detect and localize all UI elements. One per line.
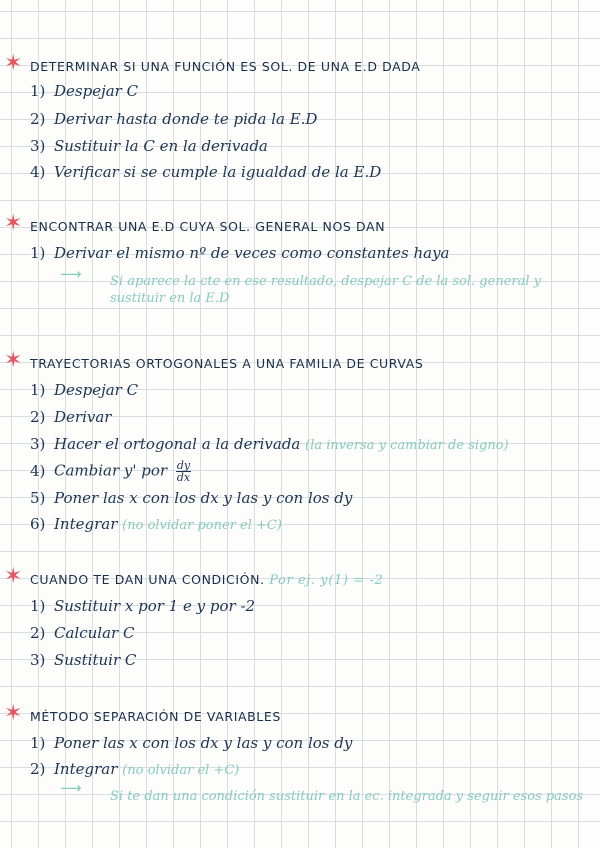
step-5-1: 1) Poner las x con los dx y las y con los dy bbox=[30, 734, 353, 752]
section-title-2: ENCONTRAR UNA E.D CUYA SOL. GENERAL NOS DAN bbox=[30, 219, 386, 234]
step-1-1: 1) Despejar C bbox=[30, 82, 139, 100]
step-5-2: 2) Integrar (no olvidar el +C) bbox=[30, 760, 240, 778]
step-3-6: 6) Integrar (no olvidar poner el +C) bbox=[30, 515, 282, 533]
step-1-2: 2) Derivar hasta donde te pida la E.D bbox=[30, 110, 318, 128]
step-4-1: 1) Sustituir x por 1 e y por -2 bbox=[30, 597, 256, 615]
step-3-5: 5) Poner las x con los dx y las y con los dy bbox=[30, 489, 353, 507]
star-icon: ✶ bbox=[4, 211, 23, 236]
section-5-note: Si te dan una condición sustituir en la ec. integrada y seguir esos pasos bbox=[110, 789, 584, 804]
step-2-1: 1) Derivar el mismo nº de veces como constantes haya bbox=[30, 244, 450, 262]
arrow-icon: ⟶ bbox=[60, 265, 82, 283]
step-3-2: 2) Derivar bbox=[30, 408, 112, 426]
step-3-3-note: (la inversa y cambiar de signo) bbox=[305, 438, 509, 453]
section-4-title-note: Por ej. y(1) = -2 bbox=[269, 573, 384, 588]
arrow-icon: ⟶ bbox=[60, 779, 82, 797]
step-3-6-note: (no olvidar poner el +C) bbox=[122, 518, 282, 533]
star-icon: ✶ bbox=[4, 51, 23, 76]
step-3-1: 1) Despejar C bbox=[30, 381, 139, 399]
section-2-note: Si aparece la cte en ese resultado, despejar C de la sol. general y sustituir en la E.D bbox=[110, 274, 541, 306]
step-1-4: 4) Verificar si se cumple la igualdad de la E.D bbox=[30, 163, 382, 181]
step-4-3: 3) Sustituir C bbox=[30, 651, 137, 669]
section-title-3: TRAYECTORIAS ORTOGONALES A UNA FAMILIA DE CURVAS bbox=[30, 356, 424, 371]
section-title-4: CUANDO TE DAN UNA CONDICIÓN. Por ej. y(1) = -2 bbox=[30, 572, 384, 588]
step-3-3: 3) Hacer el ortogonal a la derivada (la inversa y cambiar de signo) bbox=[30, 435, 509, 453]
section-title-5: MÉTODO SEPARACIÓN DE VARIABLES bbox=[30, 709, 281, 724]
step-5-2-note: (no olvidar el +C) bbox=[122, 763, 240, 778]
fraction-dy-dx: $\frac{dy}{dx}$ bbox=[176, 459, 191, 484]
star-icon: ✶ bbox=[4, 348, 23, 373]
section-title-1: DETERMINAR SI UNA FUNCIÓN ES SOL. DE UNA E.D DADA bbox=[30, 59, 421, 74]
step-1-3: 3) Sustituir la C en la derivada bbox=[30, 137, 268, 155]
star-icon: ✶ bbox=[4, 701, 23, 726]
step-3-4: 4) Cambiar y' por $\frac{dy}{dx}$ bbox=[30, 459, 191, 484]
step-4-2: 2) Calcular C bbox=[30, 624, 135, 642]
star-icon: ✶ bbox=[4, 564, 23, 589]
